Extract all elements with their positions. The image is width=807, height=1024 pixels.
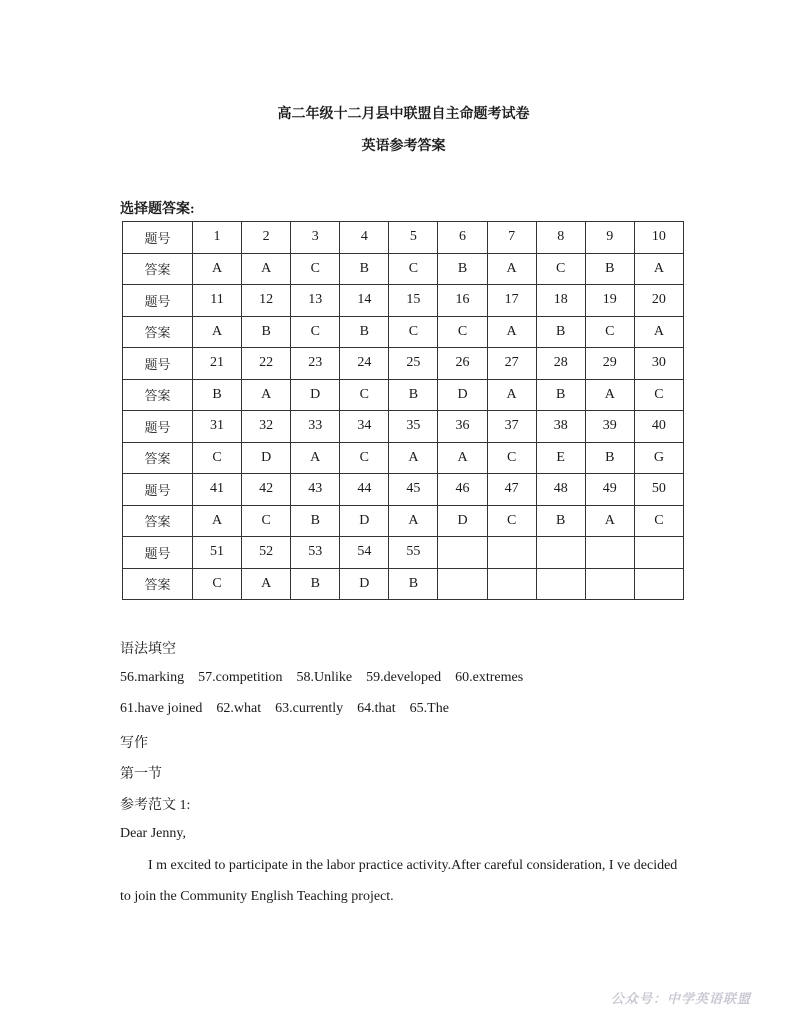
question-number-cell: 27 <box>487 348 536 380</box>
answer-cell: B <box>291 505 340 537</box>
answer-cell: B <box>536 505 585 537</box>
row-label-number: 题号 <box>123 222 193 254</box>
question-number-cell: 3 <box>291 222 340 254</box>
answer-cell: A <box>389 505 438 537</box>
answer-cell: G <box>634 442 683 474</box>
answer-cell: C <box>438 316 487 348</box>
grammar-section-label: 语法填空 <box>120 642 176 657</box>
row-label-number: 题号 <box>123 285 193 317</box>
writing-section-label: 写作 <box>120 736 148 751</box>
question-number-cell: 6 <box>438 222 487 254</box>
answer-cell: B <box>536 379 585 411</box>
question-number-cell: 15 <box>389 285 438 317</box>
answer-cell: C <box>634 505 683 537</box>
answer-cell: B <box>585 442 634 474</box>
page-title: 高二年级十二月县中联盟自主命题考试卷 <box>277 107 530 122</box>
question-number-cell: 46 <box>438 474 487 506</box>
question-number-cell: 55 <box>389 537 438 569</box>
question-number-cell: 12 <box>242 285 291 317</box>
answer-cell: A <box>585 379 634 411</box>
answer-cell: A <box>242 379 291 411</box>
answer-cell: A <box>193 253 242 285</box>
question-number-cell: 41 <box>193 474 242 506</box>
question-number-cell: 21 <box>193 348 242 380</box>
question-number-cell: 14 <box>340 285 389 317</box>
table-row <box>123 316 684 348</box>
question-number-cell: 7 <box>487 222 536 254</box>
question-number-cell: 40 <box>634 411 683 443</box>
question-number-cell <box>487 537 536 569</box>
question-number-cell: 50 <box>634 474 683 506</box>
table-row <box>123 379 684 411</box>
question-number-cell: 38 <box>536 411 585 443</box>
question-number-cell: 20 <box>634 285 683 317</box>
question-number-cell: 53 <box>291 537 340 569</box>
answer-cell: C <box>487 442 536 474</box>
question-number-cell: 24 <box>340 348 389 380</box>
answer-cell: C <box>242 505 291 537</box>
row-label-answer: 答案 <box>123 253 193 285</box>
answer-cell: B <box>585 253 634 285</box>
answer-cell: B <box>389 379 438 411</box>
answer-cell: A <box>438 442 487 474</box>
question-number-cell <box>585 537 634 569</box>
answer-cell: A <box>487 316 536 348</box>
question-number-cell: 43 <box>291 474 340 506</box>
answer-cell: C <box>487 505 536 537</box>
question-number-cell: 54 <box>340 537 389 569</box>
row-label-number: 题号 <box>123 474 193 506</box>
question-number-cell: 52 <box>242 537 291 569</box>
question-number-cell: 28 <box>536 348 585 380</box>
answer-cell: C <box>389 253 438 285</box>
question-number-cell <box>536 537 585 569</box>
table-row <box>123 505 684 537</box>
answer-cell: B <box>193 379 242 411</box>
question-number-cell: 48 <box>536 474 585 506</box>
answer-cell <box>634 568 683 600</box>
question-number-cell: 36 <box>438 411 487 443</box>
answer-cell: C <box>193 442 242 474</box>
answer-cell: D <box>242 442 291 474</box>
answer-cell: A <box>242 253 291 285</box>
answer-cell: C <box>340 442 389 474</box>
answer-cell: A <box>242 568 291 600</box>
question-number-cell: 34 <box>340 411 389 443</box>
table-row <box>123 222 684 254</box>
row-label-answer: 答案 <box>123 379 193 411</box>
sample-essay-label: 参考范文 1: <box>120 798 191 813</box>
question-number-cell: 8 <box>536 222 585 254</box>
answer-cell: C <box>291 253 340 285</box>
answer-cell: C <box>634 379 683 411</box>
question-number-cell: 22 <box>242 348 291 380</box>
table-row <box>123 253 684 285</box>
row-label-number: 题号 <box>123 348 193 380</box>
answer-cell: B <box>340 316 389 348</box>
question-number-cell: 37 <box>487 411 536 443</box>
question-number-cell: 13 <box>291 285 340 317</box>
question-number-cell: 31 <box>193 411 242 443</box>
answer-cell <box>487 568 536 600</box>
answer-cell: A <box>291 442 340 474</box>
answer-cell: A <box>634 316 683 348</box>
question-number-cell: 42 <box>242 474 291 506</box>
answer-cell: C <box>291 316 340 348</box>
question-number-cell: 33 <box>291 411 340 443</box>
row-label-number: 题号 <box>123 411 193 443</box>
answer-cell: C <box>389 316 438 348</box>
row-label-answer: 答案 <box>123 316 193 348</box>
question-number-cell: 10 <box>634 222 683 254</box>
row-label-number: 题号 <box>123 537 193 569</box>
letter-greeting: Dear Jenny, <box>120 826 186 841</box>
row-label-answer: 答案 <box>123 442 193 474</box>
question-number-cell: 49 <box>585 474 634 506</box>
answer-cell: D <box>340 505 389 537</box>
question-number-cell: 11 <box>193 285 242 317</box>
watermark: 公众号：中学英语联盟 <box>610 991 751 1006</box>
page-subtitle: 英语参考答案 <box>361 139 446 154</box>
question-number-cell: 39 <box>585 411 634 443</box>
answer-cell: C <box>585 316 634 348</box>
question-number-cell: 2 <box>242 222 291 254</box>
answer-cell: C <box>536 253 585 285</box>
table-row <box>123 474 684 506</box>
table-row <box>123 411 684 443</box>
row-label-answer: 答案 <box>123 568 193 600</box>
question-number-cell: 26 <box>438 348 487 380</box>
answer-cell: A <box>487 253 536 285</box>
answer-cell: D <box>438 505 487 537</box>
answer-cell: A <box>634 253 683 285</box>
answer-cell: B <box>291 568 340 600</box>
table-row <box>123 537 684 569</box>
answer-cell <box>438 568 487 600</box>
grammar-answers-line-1: 56.marking 57.competition 58.Unlike 59.developed 60.extremes <box>120 670 524 685</box>
answer-cell <box>585 568 634 600</box>
answer-cell: A <box>585 505 634 537</box>
question-number-cell: 25 <box>389 348 438 380</box>
letter-paragraph: I m excited to participate in the labor practice activity.After careful consideration, I ve decided to join the Community English Teaching project. <box>120 858 678 904</box>
answer-cell: A <box>389 442 438 474</box>
question-number-cell: 44 <box>340 474 389 506</box>
answer-cell <box>536 568 585 600</box>
answer-cell: D <box>340 568 389 600</box>
question-number-cell: 35 <box>389 411 438 443</box>
answer-cell: B <box>340 253 389 285</box>
question-number-cell: 17 <box>487 285 536 317</box>
question-number-cell: 1 <box>193 222 242 254</box>
answer-cell: C <box>340 379 389 411</box>
question-number-cell <box>634 537 683 569</box>
answer-cell: D <box>291 379 340 411</box>
question-number-cell: 18 <box>536 285 585 317</box>
question-number-cell: 19 <box>585 285 634 317</box>
question-number-cell: 5 <box>389 222 438 254</box>
question-number-cell: 30 <box>634 348 683 380</box>
answer-cell: B <box>389 568 438 600</box>
question-number-cell: 23 <box>291 348 340 380</box>
choice-section-label: 选择题答案: <box>120 202 195 217</box>
question-number-cell: 16 <box>438 285 487 317</box>
table-row <box>123 442 684 474</box>
answer-cell: B <box>536 316 585 348</box>
answer-cell: B <box>438 253 487 285</box>
answer-cell: C <box>193 568 242 600</box>
grammar-answers-line-2: 61.have joined 62.what 63.currently 64.that 65.The <box>120 701 449 716</box>
answer-table <box>122 221 684 600</box>
table-row <box>123 285 684 317</box>
answer-cell: E <box>536 442 585 474</box>
question-number-cell <box>438 537 487 569</box>
question-number-cell: 51 <box>193 537 242 569</box>
table-row <box>123 568 684 600</box>
answer-cell: B <box>242 316 291 348</box>
question-number-cell: 9 <box>585 222 634 254</box>
question-number-cell: 32 <box>242 411 291 443</box>
answer-cell: A <box>487 379 536 411</box>
answer-cell: A <box>193 316 242 348</box>
table-row <box>123 348 684 380</box>
question-number-cell: 45 <box>389 474 438 506</box>
answer-cell: A <box>193 505 242 537</box>
question-number-cell: 47 <box>487 474 536 506</box>
question-number-cell: 29 <box>585 348 634 380</box>
question-number-cell: 4 <box>340 222 389 254</box>
row-label-answer: 答案 <box>123 505 193 537</box>
answer-cell: D <box>438 379 487 411</box>
writing-part-label: 第一节 <box>120 767 162 782</box>
